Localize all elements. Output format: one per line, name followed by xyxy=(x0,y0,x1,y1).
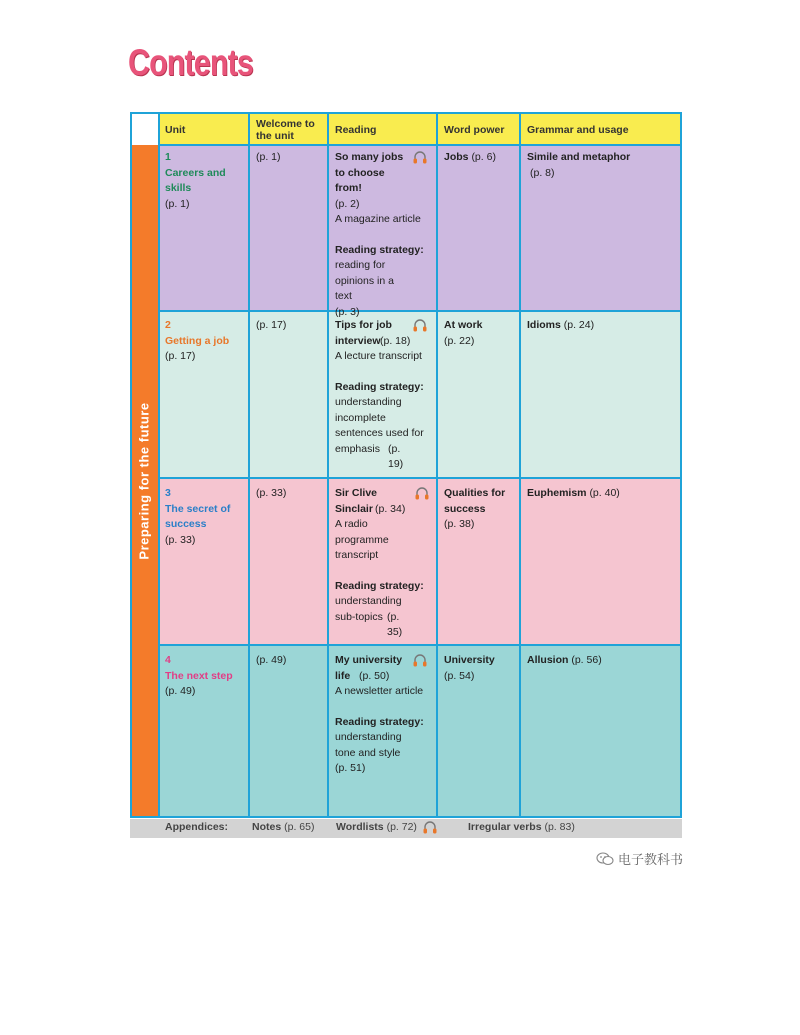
watermark-text: 电子教科书 xyxy=(618,852,684,867)
unit-cell xyxy=(165,653,245,700)
strategy-text: understanding sub-topics xyxy=(335,595,402,623)
headphones-icon xyxy=(412,318,428,332)
grammar-title: Simile and metaphor xyxy=(527,151,631,163)
welcome-cell: (p. 33) xyxy=(256,487,287,499)
unit-title: The secret of success xyxy=(165,502,231,530)
welcome-cell: (p. 1) xyxy=(256,151,281,163)
appendix-irregular-page: (p. 83) xyxy=(544,821,575,833)
header-grammar: Grammar and usage xyxy=(527,124,629,136)
appendices-label: Appendices: xyxy=(165,821,229,833)
unit-title: Careers and skills xyxy=(165,166,226,194)
reading-page: (p. 34) xyxy=(375,502,406,515)
reading-cell xyxy=(335,486,424,641)
appendix-irregular xyxy=(468,821,575,833)
unit-number: 4 xyxy=(165,654,171,666)
grammar-cell xyxy=(527,486,620,502)
strategy-page: (p. 19) xyxy=(388,442,404,470)
reading-page: (p. 18) xyxy=(380,334,411,347)
page-title: Contents xyxy=(128,42,253,83)
word-power-cell xyxy=(444,150,496,166)
wechat-icon xyxy=(596,852,614,866)
reading-cell xyxy=(335,150,424,320)
strategy-label: Reading strategy: xyxy=(335,579,424,592)
reading-title: My university life xyxy=(335,654,403,682)
reading-page: (p. 50) xyxy=(359,669,390,682)
headphones-icon xyxy=(422,820,438,834)
appendix-wordlists xyxy=(336,821,417,833)
strategy-text: understanding incomplete sentences used for emphasis xyxy=(335,396,424,455)
word-power-title: At work xyxy=(444,319,483,331)
unit-cell xyxy=(165,486,245,548)
grammar-cell xyxy=(527,653,602,669)
unit-cell xyxy=(165,150,243,212)
grammar-page: (p. 8) xyxy=(530,166,555,179)
strategy-page: (p. 3) xyxy=(335,305,360,318)
grammar-page: (p. 56) xyxy=(571,654,602,666)
grammar-title: Euphemism xyxy=(527,487,587,499)
headphones-icon xyxy=(414,486,430,500)
word-power-title: Jobs xyxy=(444,151,469,163)
grammar-cell xyxy=(527,318,594,334)
grammar-cell xyxy=(527,150,672,181)
headphones-icon xyxy=(412,653,428,667)
word-power-title: University xyxy=(444,654,495,666)
reading-type: A radio programme transcript xyxy=(335,518,389,561)
reading-type: A magazine article xyxy=(335,213,421,225)
unit-title: Getting a job xyxy=(165,334,230,347)
unit-page: (p. 33) xyxy=(165,533,196,546)
appendix-notes-label: Notes xyxy=(252,821,282,833)
header-unit: Unit xyxy=(165,124,186,136)
header-word-power: Word power xyxy=(444,124,505,136)
word-power-cell xyxy=(444,653,495,684)
grammar-title: Allusion xyxy=(527,654,569,666)
unit-page: (p. 1) xyxy=(165,197,190,210)
strategy-label: Reading strategy: xyxy=(335,243,424,256)
grammar-title: Idioms xyxy=(527,319,561,331)
reading-cell xyxy=(335,318,424,473)
strategy-label: Reading strategy: xyxy=(335,715,424,728)
appendix-notes xyxy=(252,821,314,833)
reading-title: So many jobs to choose from! xyxy=(335,151,404,194)
word-power-page: (p. 38) xyxy=(444,518,475,530)
unit-title: The next step xyxy=(165,669,233,682)
reading-type: A newsletter article xyxy=(335,685,424,697)
appendix-irregular-label: Irregular verbs xyxy=(468,821,542,833)
word-power-title: Qualities for success xyxy=(444,487,506,515)
headphones-icon xyxy=(412,150,428,164)
unit-number: 1 xyxy=(165,151,171,163)
word-power-page: (p. 22) xyxy=(444,334,475,347)
unit-page: (p. 49) xyxy=(165,685,196,697)
appendix-wordlists-page: (p. 72) xyxy=(386,821,417,833)
unit-number: 2 xyxy=(165,319,171,331)
reading-title: Sir Clive Sinclair xyxy=(335,487,378,515)
strategy-text: understanding tone and style xyxy=(335,731,402,759)
unit-cell xyxy=(165,318,245,365)
strategy-text: reading for opinions in a text xyxy=(335,259,394,302)
word-power-page: (p. 54) xyxy=(444,669,475,682)
grammar-page: (p. 24) xyxy=(563,319,595,331)
reading-page: (p. 2) xyxy=(335,197,360,210)
word-power-cell xyxy=(444,486,516,533)
strategy-page: (p. 51) xyxy=(335,762,366,774)
appendix-notes-page: (p. 65) xyxy=(284,821,315,833)
section-label: Preparing for the future xyxy=(136,402,152,560)
reading-type: A lecture transcript xyxy=(335,350,422,362)
reading-cell xyxy=(335,653,424,777)
word-power-cell xyxy=(444,318,483,349)
word-power-page: (p. 6) xyxy=(471,151,496,163)
welcome-cell: (p. 49) xyxy=(256,654,287,666)
welcome-cell: (p. 17) xyxy=(256,319,287,331)
unit-number: 3 xyxy=(165,487,171,499)
header-reading: Reading xyxy=(335,124,377,136)
unit-page: (p. 17) xyxy=(165,350,196,362)
reading-title: Tips for job interview xyxy=(335,319,392,347)
grammar-page: (p. 40) xyxy=(589,487,620,499)
strategy-page: (p. 35) xyxy=(387,610,403,638)
strategy-label: Reading strategy: xyxy=(335,380,424,393)
header-welcome: Welcome to the unit xyxy=(256,118,315,142)
appendix-wordlists-label: Wordlists xyxy=(336,821,384,833)
watermark xyxy=(596,849,683,868)
